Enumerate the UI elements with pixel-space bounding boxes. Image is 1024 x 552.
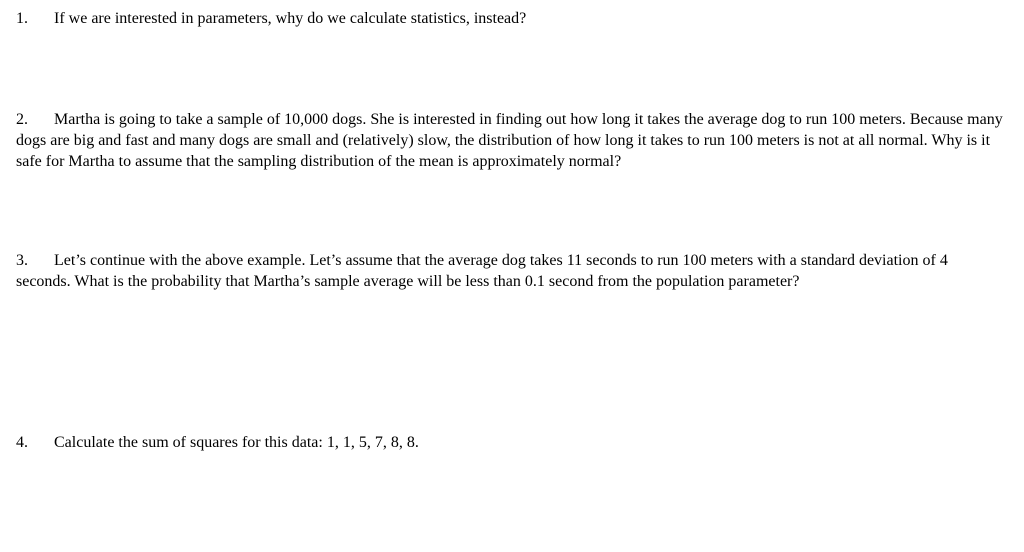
question-4-text: Calculate the sum of squares for this data: 1, 1, 5, 7, 8, 8. [54,434,419,451]
question-4-number: 4. [16,434,28,451]
question-1 [16,8,1006,29]
question-3 [16,250,1006,292]
question-1-number: 1. [16,10,28,27]
question-4 [16,432,1006,453]
question-3-text: Let’s continue with the above example. Let’s assume that the average dog takes 11 seconds to run 100 meters with a standard deviation of 4 seconds. What is the probability that Martha’s sample average will be less than 0.1 second from the population parameter? [16,252,948,290]
question-2 [16,109,1006,172]
question-2-text: Martha is going to take a sample of 10,000 dogs. She is interested in finding out how long it takes the average dog to run 100 meters. Because many dogs are big and fast and many dogs are small and (relatively) slow, the distribution of how long it takes to run 100 meters is not at all normal. Why is it safe for Martha to assume that the sampling distribution of the mean is approximately normal? [16,111,1003,170]
question-3-number: 3. [16,252,28,269]
question-1-text: If we are interested in parameters, why do we calculate statistics, instead? [54,10,527,27]
question-2-number: 2. [16,111,28,128]
